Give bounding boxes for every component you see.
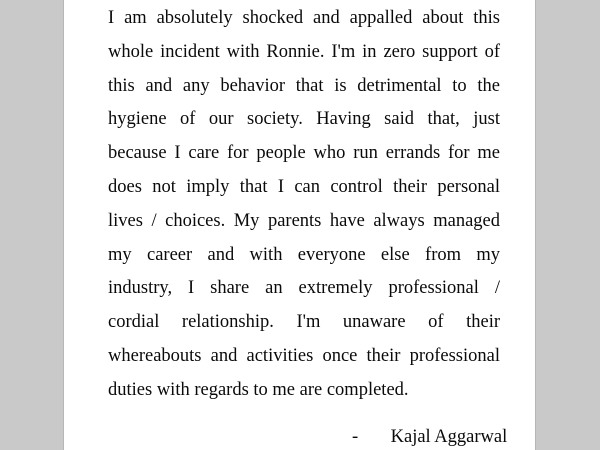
statement-line: industry, I share an extremely professional /: [108, 278, 500, 299]
statement-line: does not imply that I can control their personal: [108, 176, 500, 197]
statement-line: whereabouts and activities once their professional: [108, 345, 500, 366]
statement-line: this and any behavior that is detrimental to the: [108, 75, 500, 96]
statement-line: hygiene of our society. Having said that, just: [108, 109, 500, 130]
statement-line: whole incident with Ronnie. I'm in zero support of: [108, 41, 500, 62]
statement-line: because I care for people who run errands for me: [108, 143, 500, 164]
statement-body: [108, 2, 500, 408]
signature-dash: -: [352, 427, 359, 447]
statement-line: cordial relationship. I'm unaware of their: [108, 312, 500, 333]
signature-name: Kajal Aggarwal: [390, 427, 508, 447]
statement-line: I am absolutely shocked and appalled about this: [108, 8, 500, 28]
statement-line: lives / choices. My parents have always managed: [108, 210, 500, 231]
statement-line: my career and with everyone else from my: [108, 244, 500, 265]
document-page: [64, 0, 535, 450]
statement-line: duties with regards to me are completed.: [108, 379, 409, 400]
signature: [352, 425, 507, 449]
